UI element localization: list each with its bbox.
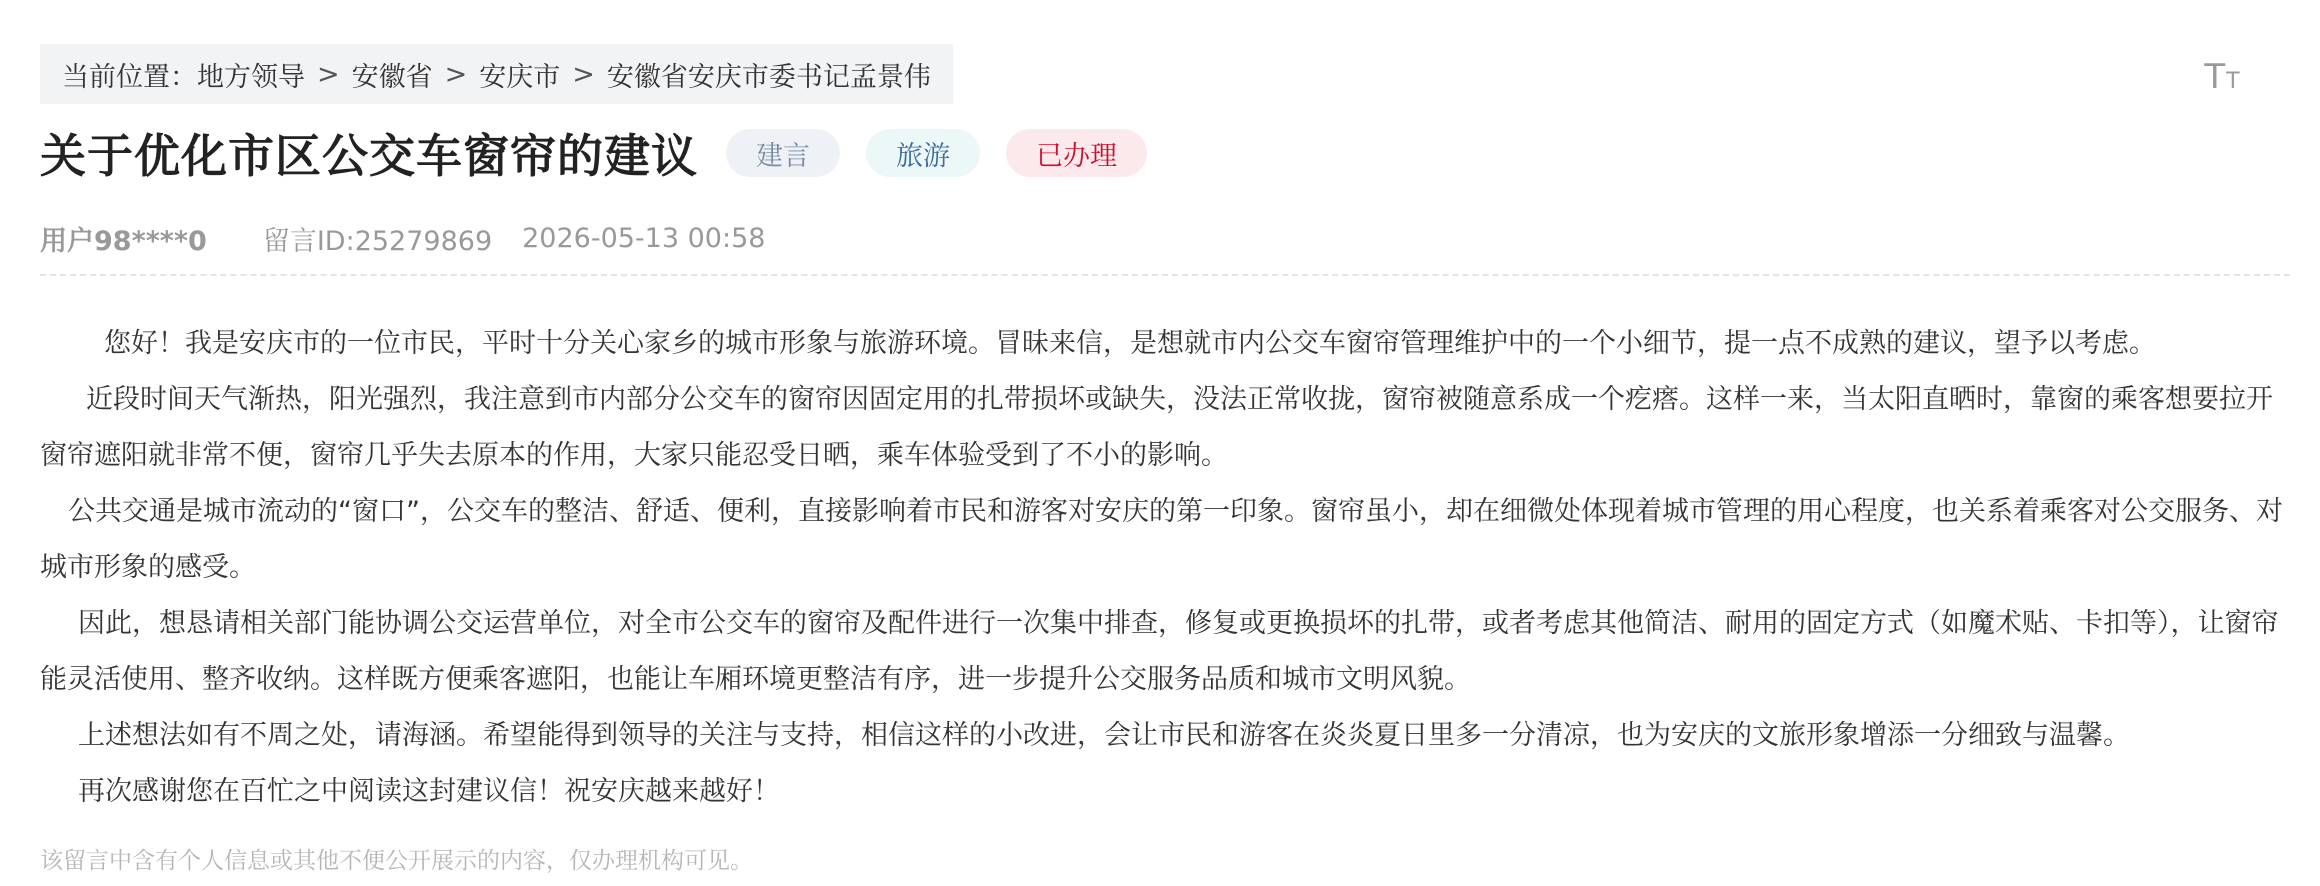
- category-tag-travel: 旅游: [866, 129, 980, 177]
- breadcrumb-item-local-leaders[interactable]: 地方领导: [197, 61, 305, 93]
- text-size-small-glyph: T: [2226, 69, 2240, 94]
- breadcrumb-separator: >: [317, 58, 340, 90]
- post-meta: [40, 218, 765, 258]
- breadcrumb-item-province[interactable]: 安徽省: [351, 61, 433, 93]
- message-body: [40, 316, 2290, 820]
- body-paragraph: 因此，想恳请相关部门能协调公交运营单位，对全市公交车的窗帘及配件进行一次集中排查，修复或更换损坏的扎带，或者考虑其他简洁、耐用的固定方式（如魔术贴、卡扣等），让窗帘能灵活使用、整齐收纳。这样既方便乘客遮阳，也能让车厢环境更整洁有序，进一步提升公交服务品质和城市文明风貌。: [40, 608, 2279, 695]
- text-size-big-glyph: T: [2204, 57, 2226, 97]
- breadcrumb-item-leader[interactable]: 安徽省安庆市委书记孟景伟: [606, 61, 931, 93]
- breadcrumb-item-city[interactable]: 安庆市: [479, 61, 561, 93]
- body-paragraph: 您好！我是安庆市的一位市民，平时十分关心家乡的城市形象与旅游环境。冒昧来信，是想就市内公交车窗帘管理维护中的一个小细节，提一点不成熟的建议，望予以考虑。: [104, 328, 2156, 359]
- body-paragraph: 近段时间天气渐热，阳光强烈，我注意到市内部分公交车的窗帘因固定用的扎带损坏或缺失，没法正常收拢，窗帘被随意系成一个疙瘩。这样一来，当太阳直晒时，靠窗的乘客想要拉开窗帘遮阳就非常不便，窗帘几乎失去原本的作用，大家只能忍受日晒，乘车体验受到了不小的影响。: [40, 384, 2273, 471]
- title-row: [40, 118, 1173, 188]
- privacy-notice: 该留言中含有个人信息或其他不便公开展示的内容，仅办理机构可见。: [40, 848, 753, 874]
- breadcrumb: [40, 44, 953, 104]
- divider: [40, 274, 2290, 276]
- message-id: 留言ID:25279869: [262, 225, 493, 257]
- body-paragraph: 再次感谢您在百忙之中阅读这封建议信！祝安庆越来越好！: [78, 776, 780, 807]
- body-paragraph: 上述想法如有不周之处，请海涵。希望能得到领导的关注与支持，相信这样的小改进，会让市民和游客在炎炎夏日里多一分清凉，也为安庆的文旅形象增添一分细致与温馨。: [78, 720, 2130, 751]
- status-badge: 已办理: [1006, 129, 1147, 177]
- text-size-icon[interactable]: [2200, 54, 2244, 97]
- page-title: 关于优化市区公交车窗帘的建议: [40, 129, 698, 183]
- breadcrumb-prefix: 当前位置：: [62, 61, 197, 93]
- author-name: 用户98****0: [40, 225, 207, 257]
- breadcrumb-separator: >: [572, 58, 595, 90]
- breadcrumb-separator: >: [444, 58, 468, 90]
- post-datetime: 2026-05-13 00:58: [522, 222, 766, 254]
- category-tag-advice: 建言: [726, 129, 840, 177]
- body-paragraph: 公共交通是城市流动的“窗口”，公交车的整洁、舒适、便利，直接影响着市民和游客对安庆的第一印象。窗帘虽小，却在细微处体现着城市管理的用心程度，也关系着乘客对公交服务、对城市形象的感受。: [40, 496, 2283, 583]
